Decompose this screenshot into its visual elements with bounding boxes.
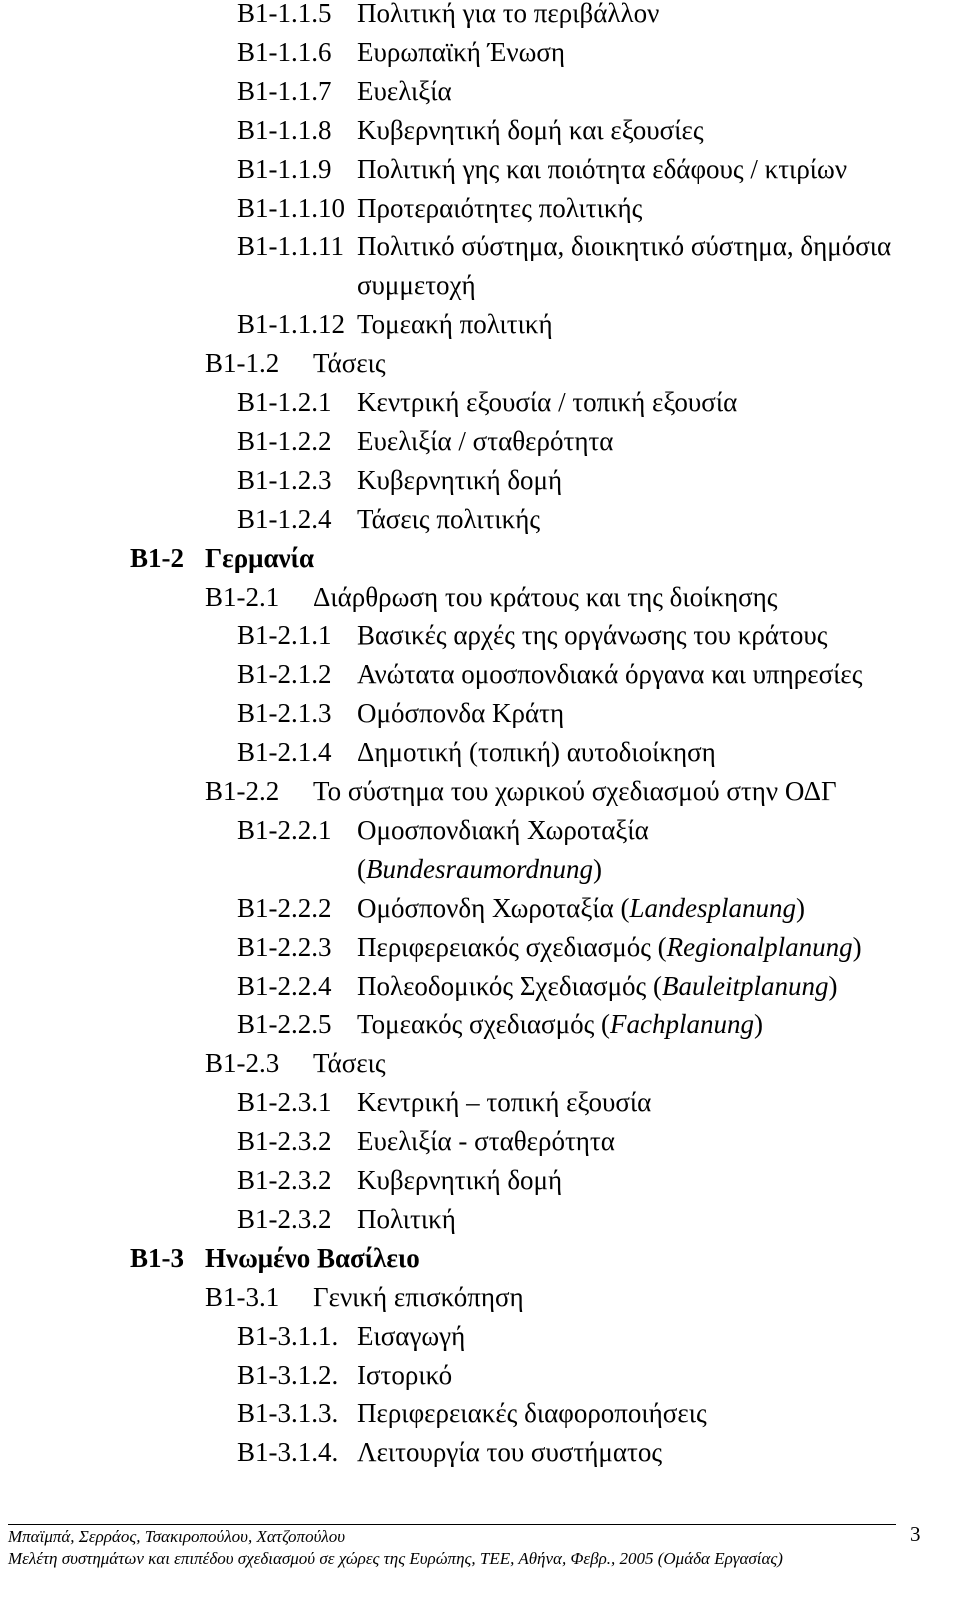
toc-entry-number: B1-2.2.2 — [237, 892, 332, 923]
toc-entry-number: B1-2.3 — [205, 1048, 280, 1079]
toc-entry-number: B1-2.3.1 — [237, 1087, 332, 1118]
toc-entry-number: B1-2.1.1 — [237, 620, 332, 651]
toc-entry-title-continued: συμμετοχή — [357, 270, 476, 301]
toc-entry-title-text: Ομόσπονδα Κράτη — [357, 698, 565, 729]
toc-entry-title-text: Πολιτικό σύστημα, διοικητικό σύστημα, δημόσια — [357, 231, 892, 262]
toc-entry-title — [357, 1085, 651, 1119]
toc-entry-number: B1-2.2.3 — [237, 931, 332, 962]
toc-entry-title-text: Γενική επισκόπηση — [313, 1281, 524, 1312]
toc-entry-number: B1-3.1 — [205, 1281, 280, 1312]
toc-entry-number: B1-2.2.1 — [237, 814, 332, 845]
toc-entry-number: B1-2.2 — [205, 776, 280, 806]
toc-entry-title — [357, 0, 659, 30]
toc-entry-german-term: Landesplanung — [629, 892, 797, 923]
toc-entry-paren-close: ) — [754, 1009, 764, 1040]
toc-entry-number: B1-3.1.3. — [237, 1398, 339, 1429]
toc-entry-number: B1-1.1.8 — [237, 114, 332, 145]
toc-entry-title-text: Κυβερνητική δομή και εξουσίες — [357, 114, 704, 145]
toc-entry-title-text: Ευρωπαϊκή Ένωση — [357, 36, 566, 67]
toc-entry-title-text: Ιστορικό — [357, 1359, 453, 1390]
toc-entry-title — [357, 696, 564, 730]
toc-entry-title — [357, 618, 827, 652]
toc-entry-german-term: Bundesraumordnung — [366, 853, 593, 884]
toc-entry-number: B1-2.3.2 — [237, 1126, 332, 1157]
toc-entry-german-term: Bauleitplanung — [661, 970, 829, 1001]
toc-entry-number: B1-2.1 — [205, 581, 280, 612]
toc-entry-title — [357, 813, 649, 847]
toc-entry-title-text: Δημοτική (τοπική) αυτοδιοίκηση — [357, 737, 716, 768]
toc-entry-title-text: Ομόσπονδη Χωροταξία ( — [357, 892, 630, 923]
toc-entry-title — [357, 113, 704, 147]
toc-entry-title-text: Κεντρική εξουσία / τοπική εξουσία — [357, 387, 738, 417]
toc-entry-title-text: Πολιτική γης και ποιότητα εδάφους / κτιρίων — [357, 153, 848, 184]
toc-entry-title-text: Τάσεις — [313, 348, 386, 379]
toc-entry-title-text: Γερμανία — [205, 542, 315, 573]
toc-entry-title — [357, 502, 540, 536]
toc-entry-title — [357, 1358, 452, 1392]
toc-entry-title-text: Διάρθρωση του κράτους και της διοίκησης — [313, 581, 778, 612]
toc-entry-title-text: Ευελιξία / σταθερότητα — [357, 425, 614, 456]
toc-entry-title-text: Λειτουργία του συστήματος — [357, 1437, 663, 1468]
toc-entry-title-text: Τομεακή πολιτική — [357, 309, 553, 340]
toc-entry-number: B1-2.2.4 — [237, 970, 332, 1001]
toc-entry-number: B1-3 — [130, 1242, 184, 1273]
toc-entry-title — [357, 891, 805, 925]
toc-entry-title — [313, 774, 837, 808]
toc-entry-number: B1-1.1.9 — [237, 153, 332, 184]
toc-entry-number: B1-2 — [130, 542, 184, 573]
toc-entry-title — [357, 385, 737, 419]
footer-rule — [8, 1524, 896, 1525]
toc-entry-title-text: Πολιτική — [357, 1203, 456, 1234]
toc-entry-number: B1-2.1.3 — [237, 698, 332, 729]
toc-entry-title-text: Ανώτατα ομοσπονδιακά όργανα και υπηρεσίες — [357, 659, 863, 690]
toc-entry-number: B1-3.1.4. — [237, 1437, 339, 1468]
toc-entry-number: B1-3.1.1. — [237, 1320, 339, 1351]
toc-entry-paren-close: ) — [852, 931, 862, 962]
toc-entry-title-text: Κεντρική – τοπική εξουσία — [357, 1087, 652, 1118]
footer-study-title: Μελέτη συστημάτων και επιπέδου σχεδιασμού σε χώρες της Ευρώπης, ΤΕΕ, Αθήνα, Φεβρ., 2005 (Ομάδα Εργασίας) — [8, 1549, 783, 1568]
toc-entry-title — [357, 1124, 615, 1158]
toc-entry-title-text: Ευελιξία - σταθερότητα — [357, 1126, 615, 1157]
toc-entry-german-term: Fachplanung — [610, 1009, 755, 1040]
toc-entry-title — [357, 463, 562, 497]
toc-entry-number: B1-1.1.12 — [237, 309, 345, 340]
toc-entry-number: B1-1.2.4 — [237, 503, 332, 534]
toc-entry-title-text: Κυβερνητική δομή — [357, 464, 563, 495]
toc-entry-title — [357, 191, 642, 225]
toc-entry-title-continued — [357, 852, 602, 886]
toc-entry-title — [357, 657, 862, 691]
toc-entry-title — [357, 1163, 562, 1197]
toc-entry-title-text: Ομοσπονδιακή Χωροταξία — [357, 814, 649, 845]
toc-entry-title — [357, 1435, 662, 1469]
toc-entry-title — [357, 229, 891, 263]
toc-entry-title-text: Ηνωμένο Βασίλειο — [205, 1242, 420, 1273]
toc-entry-title — [313, 1046, 386, 1080]
toc-entry-number: B1-1.1.5 — [237, 0, 332, 28]
toc-entry-number: B1-1.1.10 — [237, 192, 345, 223]
toc-entry-title — [357, 735, 716, 769]
toc-entry-title-text: Κυβερνητική δομή — [357, 1165, 563, 1195]
toc-entry-title-text: Τομεακός σχεδιασμός ( — [357, 1009, 611, 1040]
toc-entry-title — [357, 152, 847, 186]
toc-entry-number: B1-1.1.11 — [237, 231, 344, 262]
toc-entry-number: B1-1.2.1 — [237, 387, 332, 417]
toc-entry-paren-close: ) — [828, 970, 838, 1001]
toc-entry-title-text: Πολιτική για το περιβάλλον — [357, 0, 660, 28]
toc-entry-title-text: Το σύστημα του χωρικού σχεδιασμού στην ΟΔΓ — [313, 776, 837, 806]
toc-entry-title-text: Περιφερειακές διαφοροποιήσεις — [357, 1398, 707, 1429]
toc-entry-title-text: Εισαγωγή — [357, 1320, 466, 1351]
toc-entry-title-text: Περιφερειακός σχεδιασμός ( — [357, 931, 667, 962]
toc-entry-title — [313, 1280, 524, 1314]
toc-entry-number: B1-1.1.6 — [237, 36, 332, 67]
toc-entry-title — [313, 580, 777, 614]
page-number: 3 — [910, 1522, 921, 1546]
toc-entry-title — [357, 35, 565, 69]
toc-entry-title — [357, 1202, 456, 1236]
toc-entry-title-text: Τάσεις — [313, 1048, 386, 1079]
toc-entry-number: B1-2.3.2 — [237, 1165, 332, 1195]
toc-entry-number: B1-1.2.3 — [237, 464, 332, 495]
toc-entry-title-text: Τάσεις πολιτικής — [357, 503, 541, 534]
footer-authors: Μπαϊμπά, Σερράος, Τσακιροπούλου, Χατζοπούλου — [8, 1527, 346, 1546]
toc-entry-title-text: Πολεοδομικός Σχεδιασμός ( — [357, 970, 662, 1001]
toc-entry-number: B1-1.2.2 — [237, 425, 332, 456]
toc-entry-title — [357, 424, 613, 458]
toc-entry-paren-open: ( — [357, 853, 366, 884]
toc-entry-number: B1-3.1.2. — [237, 1359, 339, 1390]
toc-entry-title — [357, 74, 452, 108]
toc-entry-number: B1-1.2 — [205, 348, 280, 379]
toc-entry-title-text: Βασικές αρχές της οργάνωσης του κράτους — [357, 620, 828, 651]
toc-entry-title-text: Προτεραιότητες πολιτικής — [357, 192, 643, 223]
toc-entry-title — [357, 930, 862, 964]
toc-entry-number: B1-2.1.4 — [237, 737, 332, 768]
toc-entry-title — [313, 346, 386, 380]
toc-entry-title — [357, 1319, 465, 1353]
toc-entry-title — [205, 541, 314, 575]
toc-entry-number: B1-2.1.2 — [237, 659, 332, 690]
toc-entry-title — [357, 969, 837, 1003]
toc-entry-number: B1-2.3.2 — [237, 1203, 332, 1234]
toc-entry-paren-close: ) — [796, 892, 806, 923]
toc-entry-title — [205, 1241, 420, 1275]
toc-entry-number: B1-1.1.7 — [237, 75, 332, 106]
toc-entry-title — [357, 1007, 763, 1041]
toc-entry-german-term: Regionalplanung — [666, 931, 853, 962]
toc-entry-number: B1-2.2.5 — [237, 1009, 332, 1040]
toc-entry-title-text: Ευελιξία — [357, 75, 452, 106]
toc-entry-paren-close: ) — [593, 853, 602, 884]
toc-entry-title — [357, 1396, 707, 1430]
toc-entry-title — [357, 307, 553, 341]
